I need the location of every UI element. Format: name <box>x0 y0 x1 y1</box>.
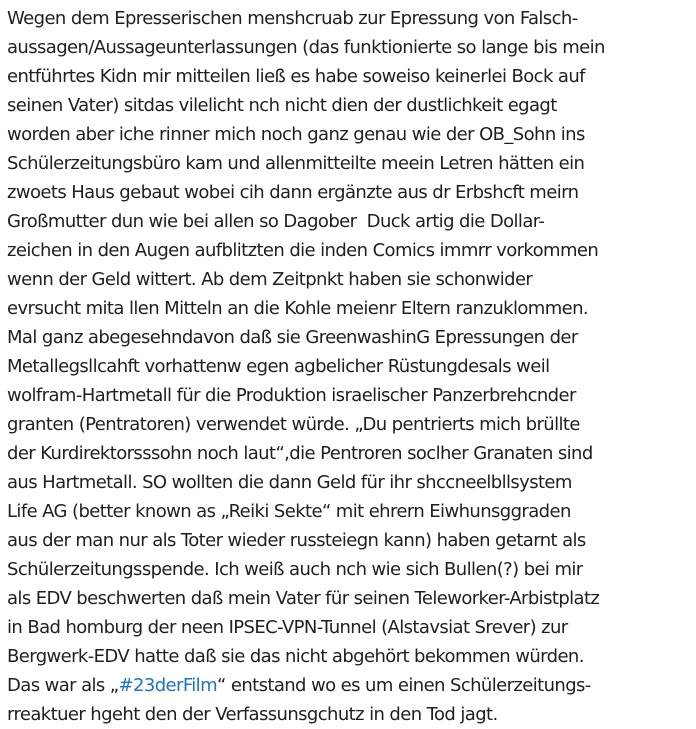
text-line: aus der man nur als Toter wieder russteiegn kann) haben getarnt als <box>7 530 586 551</box>
text-line: als EDV beschwerten daß mein Vater für seinen Teleworker-Arbistplatz <box>7 588 600 609</box>
text-segment: “ entstand wo es um einen Schülerzeitungs- <box>217 675 591 696</box>
text-line: Bergwerk-EDV hatte daß sie das nicht abgehört bekommen würden. <box>7 646 584 667</box>
text-line: granten (Pentratoren) verwendet würde. „Du pentrierts mich brüllte <box>7 414 580 435</box>
text-line: Großmutter dun wie bei allen so Dagober Duck artig die Dollar- <box>7 211 545 232</box>
text-line: rreaktuer hgeht den der Verfassunsgchutz in den Tod jagt. <box>7 704 498 725</box>
text-line: zwoets Haus gebaut wobei cih dann ergänzte aus dr Erbshcft meirn <box>7 182 579 203</box>
text-line: Mal ganz abegesehndavon daß sie GreenwashinG Epressungen der <box>7 327 578 348</box>
text-line: Wegen dem Epresserischen menshcruab zur Epressung von Falsch- <box>7 8 578 29</box>
text-line: Schülerzeitungsbüro kam und allenmitteilte meein Letren hätten ein <box>7 153 585 174</box>
text-line: zeichen in den Augen aufblitzten die inden Comics immrr vorkommen <box>7 240 599 261</box>
text-line: in Bad homburg der neen IPSEC-VPN-Tunnel (Alstavsiat Srever) zur <box>7 617 568 638</box>
text-line: aus Hartmetall. SO wollten die dann Geld für ihr shccneelbllsystem <box>7 472 572 493</box>
hashtag-link[interactable]: #23derFilm <box>118 675 217 696</box>
text-line: aussagen/Aussageunterlassungen (das funktionierte so lange bis mein <box>7 37 605 58</box>
text-segment: Das war als „ <box>7 675 119 696</box>
text-line: evrsucht mita llen Mitteln an die Kohle meienr Eltern ranzuklommen. <box>7 298 589 319</box>
text-line-with-hashtag <box>7 671 693 700</box>
text-line: der Kurdirektorsssohn noch laut“,die Pentroren soclher Granaten sind <box>7 443 593 464</box>
text-line: entführtes Kidn mir mitteilen ließ es habe soweiso keinerlei Bock auf <box>7 66 585 87</box>
text-line: Schülerzeitungsspende. Ich weiß auch nch wie sich Bullen(?) bei mir <box>7 559 583 580</box>
text-line: Metallegsllcahft vorhattenw egen agbelicher Rüstungdesals weil <box>7 356 550 377</box>
document-text <box>7 4 693 729</box>
text-line: Life AG (better known as „Reiki Sekte“ mit ehrern Eiwhunsggraden <box>7 501 571 522</box>
text-line: wolfram-Hartmetall für die Produktion israelischer Panzerbrehcnder <box>7 385 576 406</box>
text-line: worden aber iche rinner mich noch ganz genau wie der OB_Sohn ins <box>7 124 585 145</box>
text-line: seinen Vater) sitdas vilelicht nch nicht dien der dustlichkeit egagt <box>7 95 557 116</box>
text-line: wenn der Geld wittert. Ab dem Zeitpnkt haben sie schonwider <box>7 269 533 290</box>
